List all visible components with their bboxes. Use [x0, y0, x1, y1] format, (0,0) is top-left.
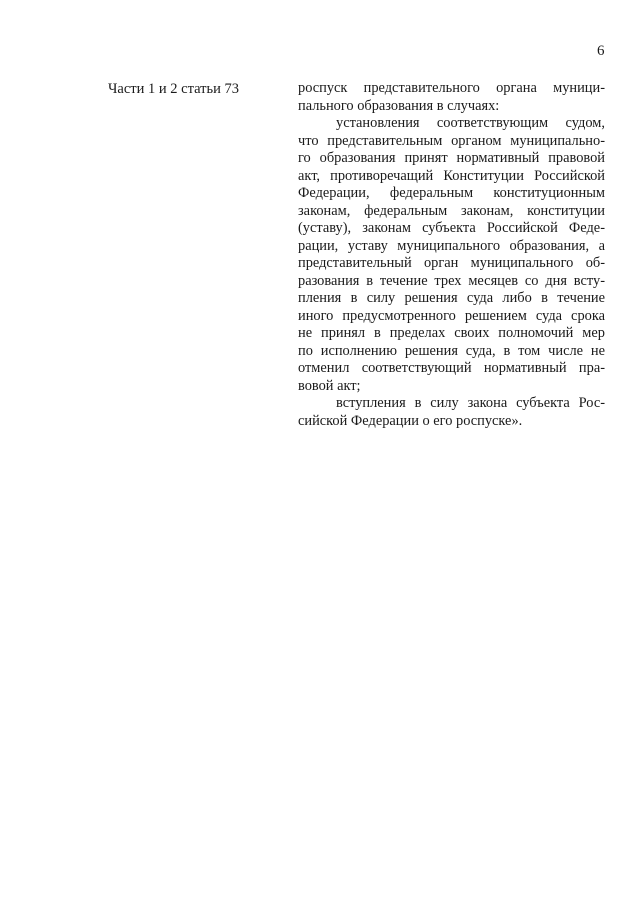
text-line: пального образования в случаях: — [298, 97, 500, 114]
text-line: Федерации, федеральным конституционным — [298, 185, 605, 201]
text-line: вовой акт; — [298, 377, 361, 394]
page-number: 6 — [597, 43, 605, 59]
paragraph — [298, 80, 605, 115]
text-line: (уставу), законам субъекта Российской Феде- — [298, 220, 605, 236]
text-line: го образования принят нормативный правовой — [298, 150, 605, 166]
text-line: законам, федеральным законам, конституции — [298, 202, 605, 219]
text-line: разования в течение трех месяцев со дня всту- — [298, 272, 605, 289]
article-reference: Части 1 и 2 статьи 73 — [108, 81, 239, 97]
text-line: рации, уставу муниципального образования, а — [298, 237, 605, 254]
text-line: что представительным органом муниципально- — [298, 132, 605, 149]
text-line: роспуск представительного органа муници- — [298, 80, 605, 96]
paragraph — [298, 115, 605, 395]
text-line: сийской Федерации о его роспуске». — [298, 412, 523, 429]
text-line: акт, противоречащий Конституции Российской — [298, 167, 605, 184]
text-line: иного предусмотренного решением суда срока — [298, 307, 605, 324]
text-line: отменил соответствующий нормативный пра- — [298, 360, 605, 376]
text-line: установления соответствующим судом, — [336, 115, 605, 131]
paragraph — [298, 395, 605, 430]
text-line: пления в силу решения суда либо в течение — [298, 290, 605, 306]
text-line: вступления в силу закона субъекта Рос- — [336, 395, 605, 411]
body-text — [298, 80, 605, 430]
text-line: по исполнению решения суда, в том числе не — [298, 342, 605, 359]
text-line: не принял в пределах своих полномочий мер — [298, 325, 605, 341]
text-line: представительный орган муниципального об- — [298, 255, 605, 271]
